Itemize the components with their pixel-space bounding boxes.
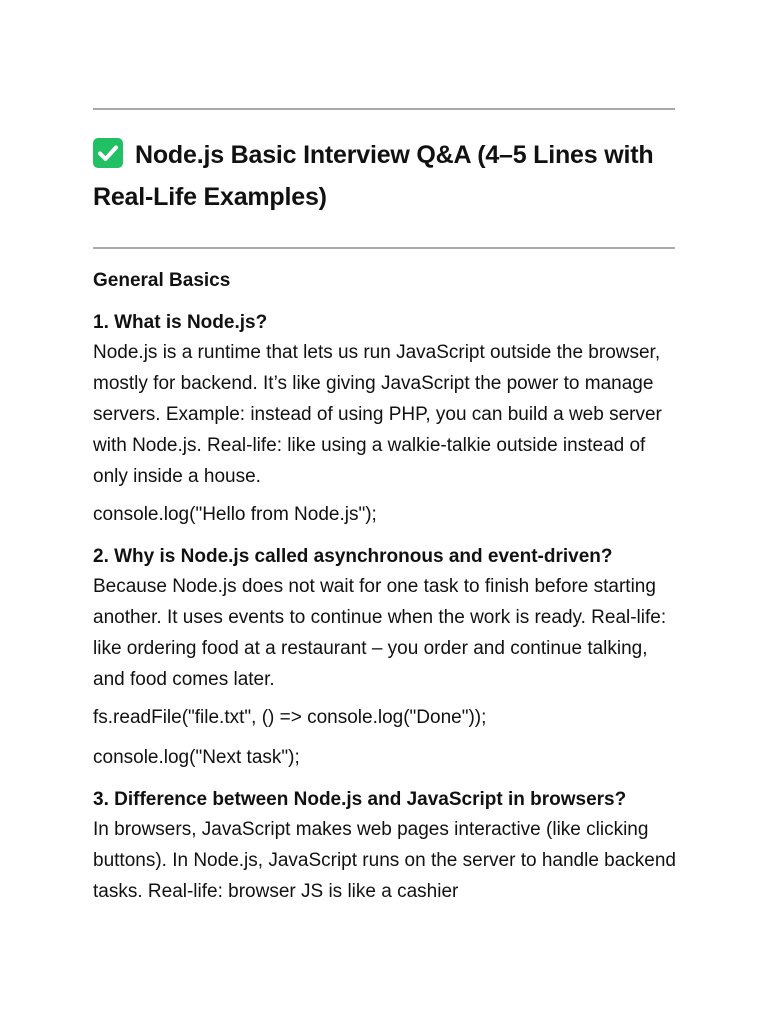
document-title (93, 134, 678, 218)
code-line: console.log("Next task"); (93, 747, 300, 768)
question-answer: In browsers, JavaScript makes web pages interactive (like clicking buttons). In Node.js, JavaScript runs on the server to handle backend tasks. Real-life: browser JS is like a cashier (93, 819, 676, 902)
document-title-text: Node.js Basic Interview Q&A (4–5 Lines with Real-Life Examples) (93, 141, 654, 211)
top-divider (93, 108, 675, 110)
section-heading: General Basics (93, 270, 231, 291)
check-mark-button-icon (93, 138, 123, 168)
document-page (93, 0, 678, 907)
question-answer: Because Node.js does not wait for one task to finish before starting another. It uses events to continue when the work is ready. Real-life: like ordering food at a restaurant – you order and continue talking, and food comes later. (93, 576, 667, 690)
code-line: fs.readFile("file.txt", () => console.log("Done")); (93, 707, 487, 728)
question-title: 3. Difference between Node.js and JavaScript in browsers? (93, 789, 627, 810)
code-line: console.log("Hello from Node.js"); (93, 504, 377, 525)
question-title: 1. What is Node.js? (93, 312, 268, 333)
question-answer: Node.js is a runtime that lets us run JavaScript outside the browser, mostly for backend. It’s like giving JavaScript the power to manage servers. Example: instead of using PHP, you can build a web server with Node.js. Real-life: like using a walkie-talkie outside instead of only inside a house. (93, 342, 662, 487)
question-title: 2. Why is Node.js called asynchronous and event-driven? (93, 546, 613, 567)
title-divider (93, 247, 675, 249)
